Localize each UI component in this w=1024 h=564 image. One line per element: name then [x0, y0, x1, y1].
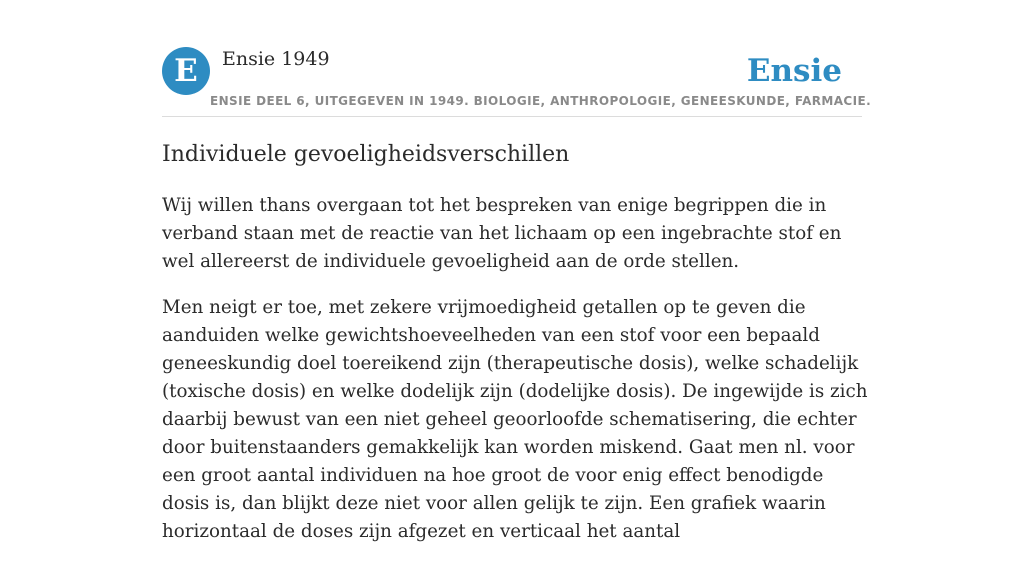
source-title[interactable]: Ensie 1949: [222, 48, 330, 70]
ensie-logo-icon[interactable]: E: [162, 47, 210, 95]
article-title: Individuele gevoeligheidsverschillen: [162, 142, 570, 167]
brand-logo[interactable]: Ensie: [746, 53, 842, 89]
article-paragraph-1: Wij willen thans overgaan tot het bespreken van enige begrippen die in verband staan met de reactie van het lichaam op een ingebrachte stof en wel allereerst de individuele gevoeligheid aan de orde stellen.: [162, 195, 842, 272]
article-paragraph-2: Men neigt er toe, met zekere vrijmoedigheid getallen op te geven die aanduiden welke gewichtshoeveelheden van een stof voor een bepaald geneeskundig doel toereikend zijn (therapeutische dosis), welke schadelijk (toxische dosis) en welke dodelijk zijn (dodelijke dosis). De ingewijde is zich daarbij bewust van een niet geheel geoorloofde schematisering, die echter door buitenstaanders gemakkelijk kan worden miskend. Gaat men nl. voor een groot aantal individuen na hoe groot de voor enig effect benodigde dosis is, dan blijkt deze niet voor allen gelijk te zijn. Een grafiek waarin horizontaal de doses zijn afgezet en verticaal het aantal: [162, 297, 868, 542]
source-header: [162, 46, 872, 117]
article-body: [162, 192, 874, 564]
source-subtitle: ENSIE DEEL 6, UITGEGEVEN IN 1949. BIOLOGIE, ANTHROPOLOGIE, GENEESKUNDE, FARMACIE.: [210, 94, 872, 108]
